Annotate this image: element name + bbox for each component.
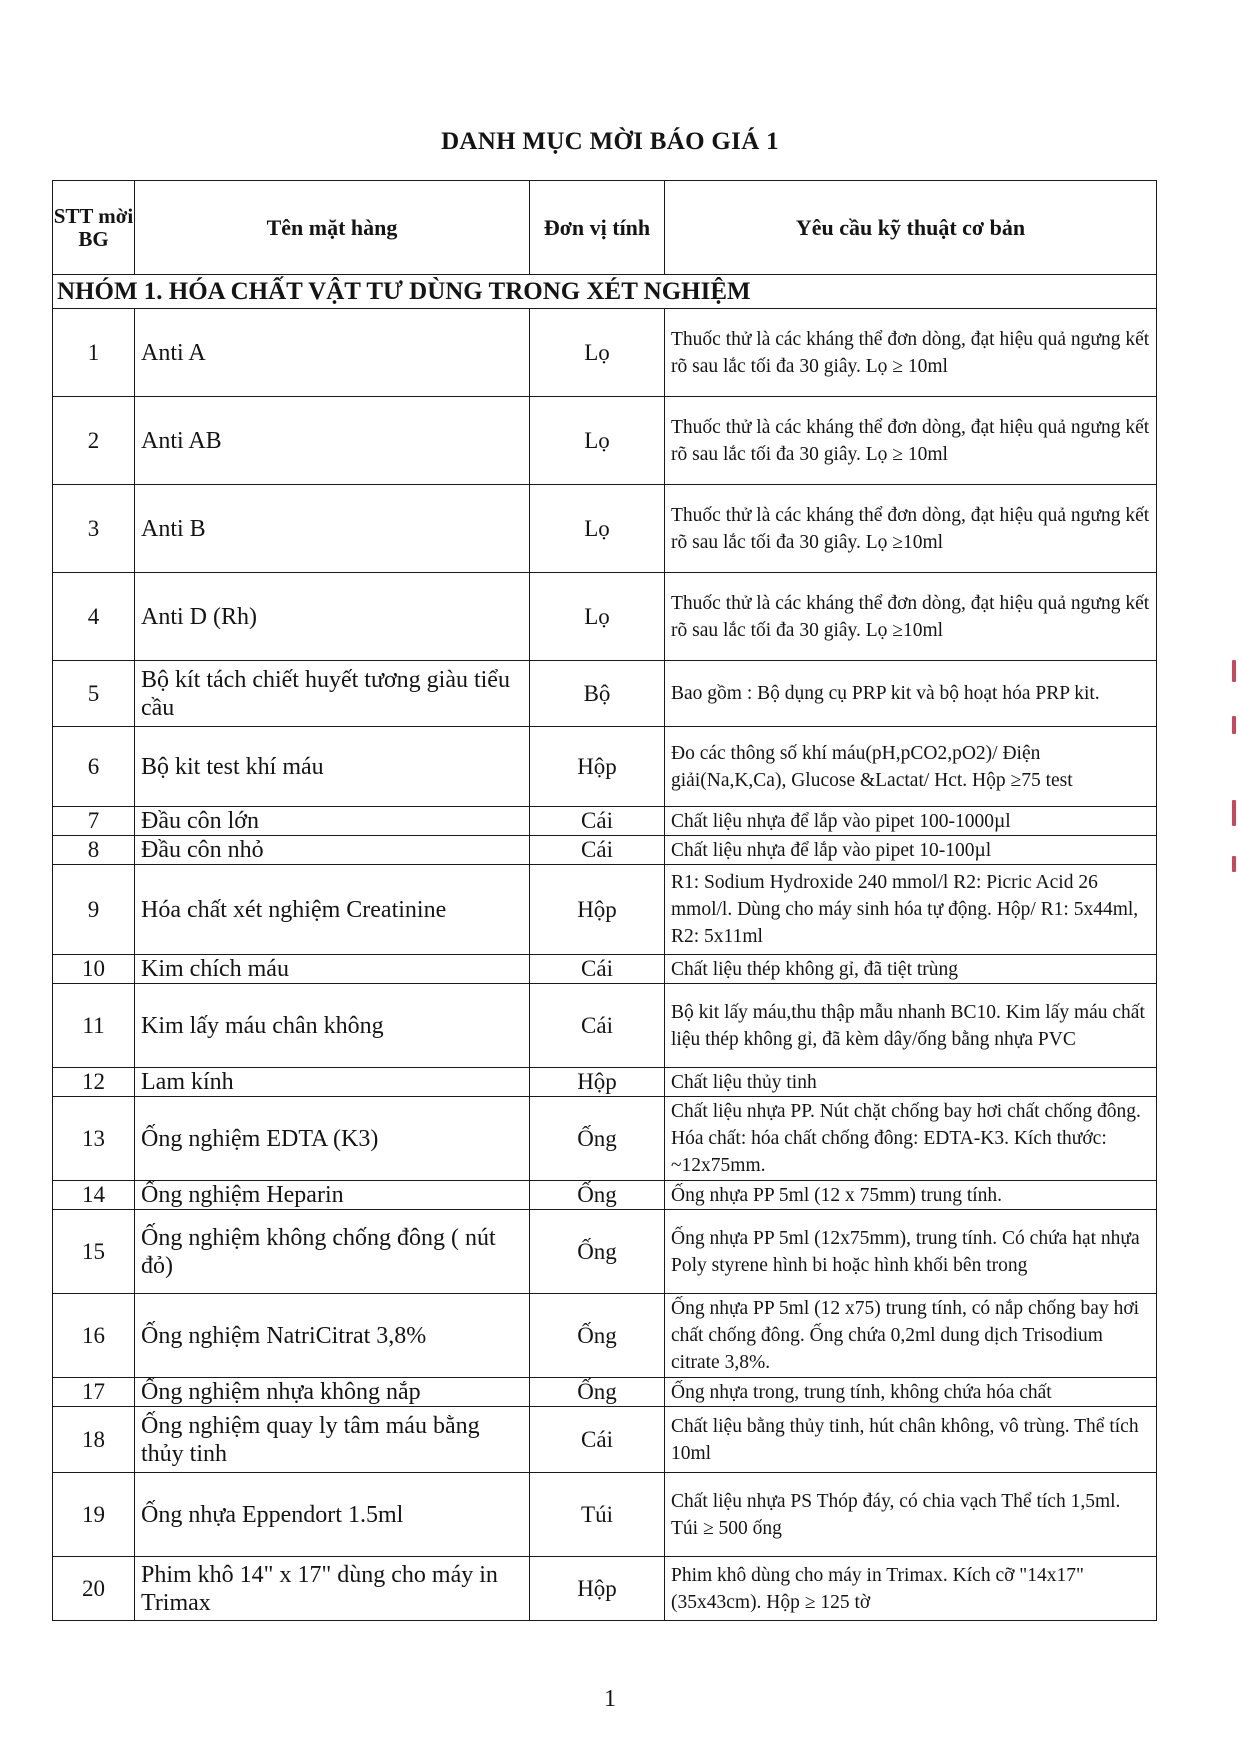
- row-technical-requirements: Thuốc thử là các kháng thể đơn dòng, đạt hiệu quả ngưng kết rõ sau lắc tối đa 30 giây. Lọ ≥10ml: [665, 573, 1157, 661]
- row-unit: Ống: [530, 1378, 665, 1407]
- row-item-name: Ống nghiệm quay ly tâm máu bằng thủy tinh: [135, 1407, 530, 1473]
- row-item-name: Anti AB: [135, 397, 530, 485]
- row-technical-requirements: Phim khô dùng cho máy in Trimax. Kích cỡ "14x17" (35x43cm). Hộp ≥ 125 tờ: [665, 1557, 1157, 1621]
- row-unit: Lọ: [530, 397, 665, 485]
- row-technical-requirements: Chất liệu thép không gỉ, đã tiệt trùng: [665, 955, 1157, 984]
- row-technical-requirements: R1: Sodium Hydroxide 240 mmol/l R2: Picric Acid 26 mmol/l. Dùng cho máy sinh hóa tự động. Hộp/ R1: 5x44ml, R2: 5x11ml: [665, 865, 1157, 955]
- row-technical-requirements: Ống nhựa trong, trung tính, không chứa hóa chất: [665, 1378, 1157, 1407]
- row-technical-requirements: Đo các thông số khí máu(pH,pCO2,pO2)/ Điện giải(Na,K,Ca), Glucose &Lactat/ Hct. Hộp ≥75 test: [665, 727, 1157, 807]
- table-row: [53, 1473, 1157, 1557]
- row-unit: Ống: [530, 1097, 665, 1181]
- table-row: [53, 807, 1157, 836]
- table-row: [53, 1378, 1157, 1407]
- row-stt: 19: [53, 1473, 135, 1557]
- row-stt: 11: [53, 984, 135, 1068]
- row-technical-requirements: Ống nhựa PP 5ml (12x75mm), trung tính. Có chứa hạt nhựa Poly styrene hình bi hoặc hình khối bên trong: [665, 1210, 1157, 1294]
- row-item-name: Ống nghiệm NatriCitrat 3,8%: [135, 1294, 530, 1378]
- table-row: [53, 1068, 1157, 1097]
- row-stt: 3: [53, 485, 135, 573]
- row-stt: 12: [53, 1068, 135, 1097]
- row-unit: Lọ: [530, 309, 665, 397]
- table-row: [53, 1181, 1157, 1210]
- row-technical-requirements: Chất liệu nhựa để lắp vào pipet 100-1000µl: [665, 807, 1157, 836]
- row-technical-requirements: Ống nhựa PP 5ml (12 x75) trung tính, có nắp chống bay hơi chất chống đông. Ống chứa 0,2ml dung dịch Trisodium citrate 3,8%.: [665, 1294, 1157, 1378]
- row-stt: 10: [53, 955, 135, 984]
- table-header-row: [53, 181, 1157, 275]
- row-unit: Bộ: [530, 661, 665, 727]
- row-technical-requirements: Chất liệu bằng thủy tinh, hút chân không, vô trùng. Thể tích 10ml: [665, 1407, 1157, 1473]
- row-item-name: Anti A: [135, 309, 530, 397]
- header-item-name: Tên mặt hàng: [135, 181, 530, 275]
- row-technical-requirements: Bộ kit lấy máu,thu thập mẫu nhanh BC10. Kim lấy máu chất liệu thép không gỉ, đã kèm dây/ống bằng nhựa PVC: [665, 984, 1157, 1068]
- margin-marks: [1228, 660, 1238, 920]
- row-item-name: Ống nghiệm Heparin: [135, 1181, 530, 1210]
- row-unit: Cái: [530, 955, 665, 984]
- header-unit: Đơn vị tính: [530, 181, 665, 275]
- row-item-name: Bộ kít tách chiết huyết tương giàu tiểu cầu: [135, 661, 530, 727]
- row-stt: 17: [53, 1378, 135, 1407]
- row-stt: 14: [53, 1181, 135, 1210]
- table-row: [53, 485, 1157, 573]
- group-row: [53, 275, 1157, 309]
- row-technical-requirements: Ống nhựa PP 5ml (12 x 75mm) trung tính.: [665, 1181, 1157, 1210]
- table-row: [53, 865, 1157, 955]
- table-row: [53, 1210, 1157, 1294]
- row-technical-requirements: Chất liệu nhựa PP. Nút chặt chống bay hơi chất chống đông. Hóa chất: hóa chất chống đông: EDTA-K3. Kích thước: ~12x75mm.: [665, 1097, 1157, 1181]
- row-item-name: Đầu côn lớn: [135, 807, 530, 836]
- row-unit: Cái: [530, 836, 665, 865]
- row-technical-requirements: Thuốc thử là các kháng thể đơn dòng, đạt hiệu quả ngưng kết rõ sau lắc tối đa 30 giây. Lọ ≥ 10ml: [665, 397, 1157, 485]
- row-item-name: Ống nghiệm không chống đông ( nút đỏ): [135, 1210, 530, 1294]
- table-row: [53, 573, 1157, 661]
- row-unit: Hộp: [530, 865, 665, 955]
- row-item-name: Ống nghiệm nhựa không nắp: [135, 1378, 530, 1407]
- row-stt: 18: [53, 1407, 135, 1473]
- row-technical-requirements: Chất liệu thủy tinh: [665, 1068, 1157, 1097]
- row-item-name: Ống nghiệm EDTA (K3): [135, 1097, 530, 1181]
- row-unit: Ống: [530, 1294, 665, 1378]
- row-unit: Cái: [530, 1407, 665, 1473]
- table-row: [53, 397, 1157, 485]
- row-unit: Hộp: [530, 1557, 665, 1621]
- row-technical-requirements: Bao gồm : Bộ dụng cụ PRP kit và bộ hoạt hóa PRP kit.: [665, 661, 1157, 727]
- row-stt: 13: [53, 1097, 135, 1181]
- table-row: [53, 836, 1157, 865]
- row-stt: 7: [53, 807, 135, 836]
- row-item-name: Anti D (Rh): [135, 573, 530, 661]
- row-stt: 5: [53, 661, 135, 727]
- table-row: [53, 727, 1157, 807]
- row-stt: 1: [53, 309, 135, 397]
- row-item-name: Anti B: [135, 485, 530, 573]
- header-stt: STT mời BG: [53, 181, 135, 275]
- price-request-table: [52, 180, 1157, 1621]
- row-unit: Lọ: [530, 485, 665, 573]
- row-technical-requirements: Chất liệu nhựa PS Thóp đáy, có chia vạch Thể tích 1,5ml. Túi ≥ 500 ống: [665, 1473, 1157, 1557]
- row-unit: Hộp: [530, 727, 665, 807]
- table-row: [53, 1097, 1157, 1181]
- row-stt: 8: [53, 836, 135, 865]
- row-stt: 2: [53, 397, 135, 485]
- row-item-name: Phim khô 14" x 17" dùng cho máy in Trimax: [135, 1557, 530, 1621]
- row-stt: 4: [53, 573, 135, 661]
- page-number: 1: [604, 1686, 616, 1712]
- row-item-name: Kim lấy máu chân không: [135, 984, 530, 1068]
- row-item-name: Ống nhựa Eppendort 1.5ml: [135, 1473, 530, 1557]
- row-stt: 16: [53, 1294, 135, 1378]
- row-item-name: Lam kính: [135, 1068, 530, 1097]
- table-row: [53, 1557, 1157, 1621]
- row-technical-requirements: Chất liệu nhựa để lắp vào pipet 10-100µl: [665, 836, 1157, 865]
- row-stt: 6: [53, 727, 135, 807]
- row-unit: Hộp: [530, 1068, 665, 1097]
- row-unit: Lọ: [530, 573, 665, 661]
- table-row: [53, 955, 1157, 984]
- row-item-name: Bộ kit test khí máu: [135, 727, 530, 807]
- page-title: DANH MỤC MỜI BÁO GIÁ 1: [441, 128, 779, 155]
- table-row: [53, 984, 1157, 1068]
- row-stt: 15: [53, 1210, 135, 1294]
- table-row: [53, 661, 1157, 727]
- table-row: [53, 1294, 1157, 1378]
- row-item-name: Hóa chất xét nghiệm Creatinine: [135, 865, 530, 955]
- row-unit: Túi: [530, 1473, 665, 1557]
- row-unit: Cái: [530, 807, 665, 836]
- row-unit: Ống: [530, 1181, 665, 1210]
- table-row: [53, 309, 1157, 397]
- row-technical-requirements: Thuốc thử là các kháng thể đơn dòng, đạt hiệu quả ngưng kết rõ sau lắc tối đa 30 giây. Lọ ≥10ml: [665, 485, 1157, 573]
- row-stt: 20: [53, 1557, 135, 1621]
- row-unit: Cái: [530, 984, 665, 1068]
- group-title: NHÓM 1. HÓA CHẤT VẬT TƯ DÙNG TRONG XÉT NGHIỆM: [53, 275, 1157, 309]
- row-unit: Ống: [530, 1210, 665, 1294]
- row-item-name: Đầu côn nhỏ: [135, 836, 530, 865]
- row-technical-requirements: Thuốc thử là các kháng thể đơn dòng, đạt hiệu quả ngưng kết rõ sau lắc tối đa 30 giây. Lọ ≥ 10ml: [665, 309, 1157, 397]
- row-item-name: Kim chích máu: [135, 955, 530, 984]
- row-stt: 9: [53, 865, 135, 955]
- header-technical-requirements: Yêu cầu kỹ thuật cơ bản: [665, 181, 1157, 275]
- table-row: [53, 1407, 1157, 1473]
